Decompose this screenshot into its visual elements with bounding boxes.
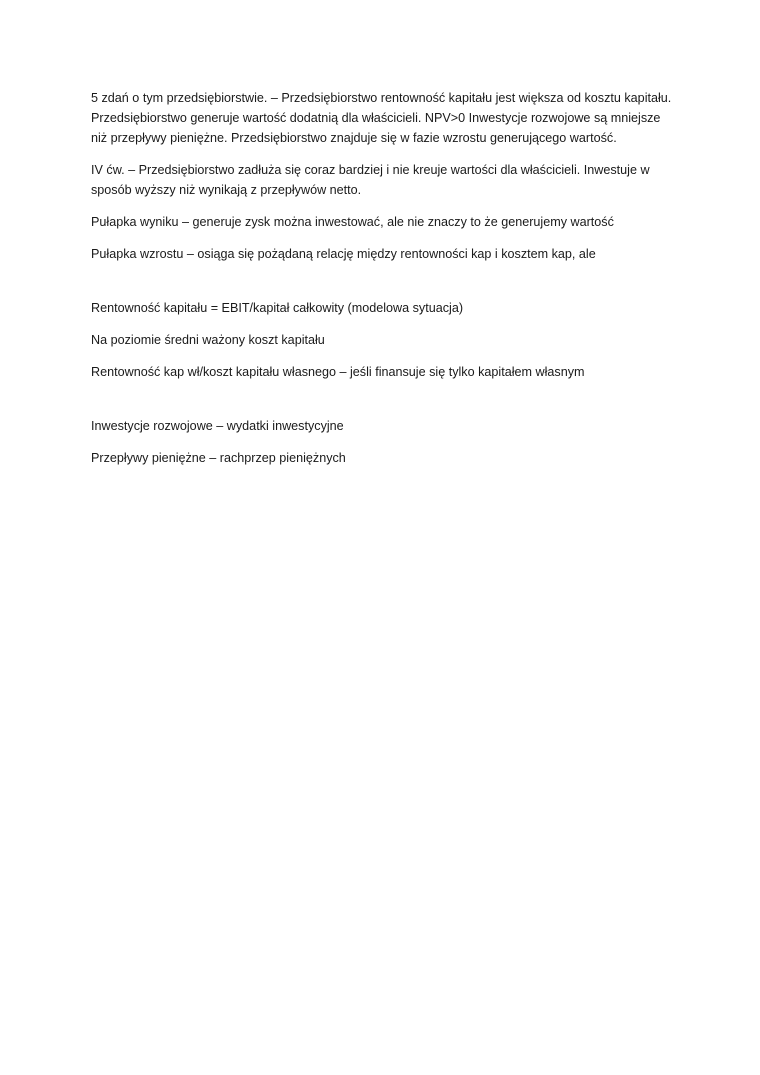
paragraph-result-trap: Pułapka wyniku – generuje zysk można inwestować, ale nie znaczy to że generujemy wartość: [91, 215, 614, 229]
paragraph-cash-flows: Przepływy pieniężne – rachprzep pieniężnych: [91, 451, 346, 465]
blank-line: [91, 394, 673, 416]
document-page: [91, 88, 673, 480]
blank-line: [91, 276, 673, 298]
paragraph-return-on-capital: Rentowność kapitału = EBIT/kapitał całkowity (modelowa sytuacja): [91, 301, 464, 315]
paragraph-equity-return: Rentowność kap wł/koszt kapitału własnego – jeśli finansuje się tylko kapitałem własnym: [91, 365, 585, 379]
paragraph-wacc-level: Na poziomie średni ważony koszt kapitału: [91, 333, 325, 347]
paragraph-growth-trap: Pułapka wzrostu – osiąga się pożądaną relację między rentowności kap i kosztem kap, ale: [91, 247, 596, 261]
paragraph-quarter-four: IV ćw. – Przedsiębiorstwo zadłuża się coraz bardziej i nie kreuje wartości dla właścicieli. Inwestuje w sposób wyższy niż wynikają z przepływów netto.: [91, 163, 650, 197]
paragraph-enterprise-summary: 5 zdań o tym przedsiębiorstwie. – Przedsiębiorstwo rentowność kapitału jest większa od kosztu kapitału. Przedsiębiorstwo generuje wartość dodatnią dla właścicieli. NPV>0 Inwestycje rozwojowe są mniejsze niż przepływy pieniężne. Przedsiębiorstwo znajduje się w fazie wzrostu generującego wartość.: [91, 91, 672, 145]
paragraph-development-investments: Inwestycje rozwojowe – wydatki inwestycyjne: [91, 419, 344, 433]
